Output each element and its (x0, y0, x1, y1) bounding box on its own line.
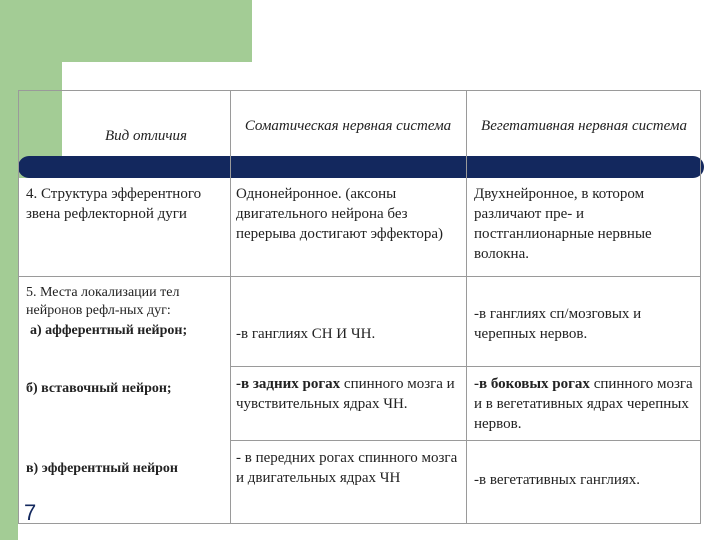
somatic-bold-part: -в задних рогах (236, 376, 341, 392)
table-row-divider (230, 366, 701, 367)
slide-number: 7 (24, 500, 37, 525)
table-border-left (18, 90, 19, 524)
row4-somatic: Однонейронное. (аксоны двигательного нейрона без перерыва достигают эффектора) (236, 186, 444, 242)
header-divider-bar (18, 156, 704, 178)
row4-vegetative: Двухнейронное, в котором различают пре- и постганлионарные нервные волокна. (474, 186, 652, 262)
row-efferent-label: в) эфферентный нейрон (26, 461, 178, 476)
row-efferent-somatic: - в передних рогах спинного мозга и двигательных ядрах ЧН (236, 450, 458, 486)
row5-sub-afferent: а) афферентный нейрон; (30, 323, 188, 338)
row5-vegetative: -в ганглиях сп/мозговых и черепных нервов. (474, 306, 642, 342)
header-col-vegetative: Вегетативная нервная система (481, 118, 687, 134)
row4-label: 4. Структура эфферентного звена рефлекторной дуги (26, 186, 202, 222)
decor-green-block (0, 0, 252, 62)
table-border-bottom (18, 523, 701, 524)
row-efferent-vegetative: -в вегетативных ганглиях. (474, 472, 641, 488)
table-border-right (700, 90, 701, 524)
row5-label: 5. Места локализации тел нейронов рефл-ных дуг: (26, 285, 180, 318)
somatic-rest-part: спинного мозга и чувствительных ядрах ЧН. (236, 376, 455, 412)
row-interneuron-vegetative (474, 374, 698, 434)
decor-green-left (0, 0, 18, 540)
header-col-criterion: Вид отличия (104, 128, 187, 144)
vegetative-rest-part: спинного мозга и в вегетативных ядрах черепных нервов. (474, 376, 693, 432)
vegetative-bold-part: -в боковых рогах (474, 376, 590, 392)
row-interneuron-somatic (236, 374, 462, 414)
table-divider-1 (230, 90, 231, 524)
table-divider-2 (466, 90, 467, 524)
row-interneuron-label: б) вставочный нейрон; (26, 381, 172, 396)
table-border-top (18, 90, 701, 91)
header-col-somatic: Соматическая нервная система (244, 118, 452, 134)
table-row-divider (230, 440, 701, 441)
row5-somatic: -в ганглиях СН И ЧН. (236, 326, 376, 342)
table-row-divider (18, 276, 701, 277)
